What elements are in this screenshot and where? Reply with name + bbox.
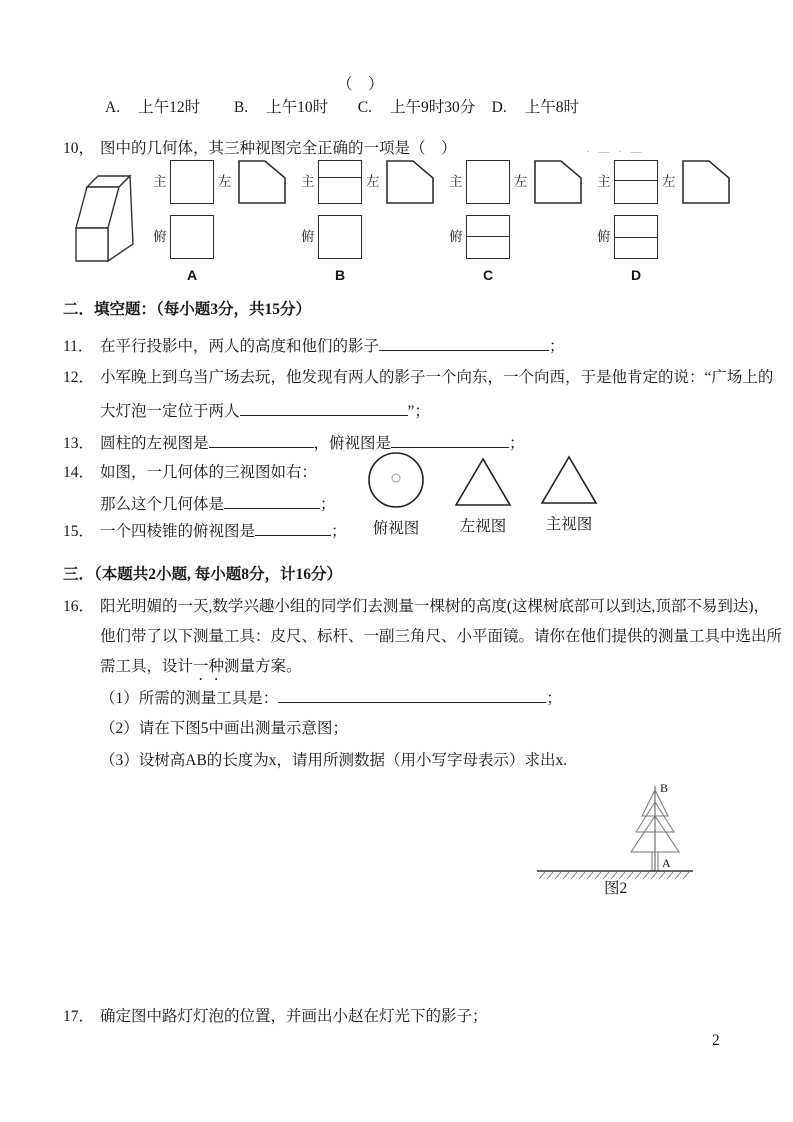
- punctuation: ；: [320, 496, 336, 513]
- q10-option-group-D: [597, 160, 730, 284]
- question-10: [63, 140, 457, 159]
- punctuation: ；: [546, 690, 562, 707]
- question-number: 11．: [63, 338, 94, 355]
- triangle-shape: [539, 454, 599, 506]
- scan-artifact: · — · —: [586, 146, 645, 158]
- q9-option-d: [492, 99, 579, 118]
- question-number: 14．: [63, 464, 95, 481]
- tree-drawing: [535, 778, 695, 886]
- left-view-pentagon: [534, 160, 582, 204]
- option-text: 上午8时: [524, 99, 579, 116]
- front-view-label: 主: [153, 173, 167, 189]
- point-label-a: A: [662, 856, 671, 870]
- top-view-square-divided: [466, 215, 510, 259]
- question-text: 如图，一几何体的三视图如右：: [100, 464, 318, 481]
- front-view-label: 主: [301, 173, 315, 189]
- question-text: 在平行投影中，两人的高度和他们的影子: [100, 338, 380, 355]
- question-text: 一个四棱锥的俯视图是: [100, 523, 256, 540]
- top-view-label: 俯: [597, 228, 611, 244]
- left-view-pentagon: [682, 160, 730, 204]
- left-view-label: 左: [662, 173, 676, 189]
- top-view-square-divided: [614, 215, 658, 259]
- question-text: 圆柱的左视图是: [100, 435, 209, 452]
- question-12-line2: [100, 401, 430, 422]
- option-label: B.: [233, 99, 249, 116]
- view-caption: 主视图: [545, 515, 593, 533]
- q9-option-c: [358, 99, 488, 118]
- left-view-pentagon: [386, 160, 434, 204]
- option-text: 上午10时: [266, 99, 329, 116]
- question-16-sub3: [100, 752, 567, 771]
- left-view-label: 左: [366, 173, 380, 189]
- figure-2-caption: 图2: [604, 880, 628, 897]
- view-caption: 俯视图: [372, 519, 420, 537]
- question-13: [63, 433, 525, 454]
- fill-blank: [209, 433, 314, 448]
- chamfered-box-drawing: [72, 166, 138, 264]
- front-view-square: [170, 160, 214, 204]
- section-3-heading: 三．（本题共2小题, 每小题8分，计16分）: [63, 566, 343, 583]
- question-16-sub1: [100, 688, 562, 709]
- top-view-label: 俯: [449, 228, 463, 244]
- question-number: 12．: [63, 369, 95, 386]
- q9-answer-bracket: （ ）: [337, 76, 384, 93]
- fill-blank: [255, 521, 331, 536]
- option-letter: D: [630, 267, 642, 283]
- question-16-sub2: [100, 720, 348, 739]
- question-11: [63, 336, 565, 357]
- q14-front-view-figure: [539, 454, 599, 534]
- question-text: 大灯泡一定位于两人: [100, 403, 240, 420]
- q14-left-view-figure: [453, 456, 513, 536]
- option-text: 上午9时30分: [389, 99, 476, 116]
- fill-blank: [278, 688, 546, 703]
- q10-figure: [72, 160, 730, 284]
- question-14-line2: [100, 494, 336, 515]
- question-14-line1: [63, 464, 317, 483]
- front-view-square-divided: [614, 160, 658, 204]
- question-15: [63, 521, 347, 542]
- top-view-square: [318, 215, 362, 259]
- question-number: 15．: [63, 523, 95, 540]
- front-view-label: 主: [597, 173, 611, 189]
- option-letter: B: [334, 267, 346, 283]
- punctuation: ；: [549, 338, 565, 355]
- punctuation: ；: [509, 435, 525, 452]
- top-view-square: [170, 215, 214, 259]
- option-label: D.: [491, 99, 507, 116]
- question-text: 图中的几何体，其三种视图完全正确的一项是（ ）: [100, 140, 457, 157]
- circle-with-center: [366, 450, 426, 510]
- option-letter: C: [482, 267, 494, 283]
- left-view-label: 左: [218, 173, 232, 189]
- section-2-heading: 二．填空题：（每小题3分，共15分）: [63, 301, 312, 318]
- q16-tree-figure: [535, 778, 695, 892]
- q9-option-a: [105, 99, 230, 118]
- q14-top-view-figure: [366, 450, 426, 538]
- front-view-square: [466, 160, 510, 204]
- question-text: 需工具，设计: [100, 658, 194, 675]
- question-text: ，俯视图是: [313, 435, 392, 452]
- left-view-label: 左: [514, 173, 528, 189]
- front-view-square-divided: [318, 160, 362, 204]
- option-label: C.: [357, 99, 372, 116]
- triangle-shape: [453, 456, 513, 508]
- question-text: （2）请在下图5中画出测量示意图；: [100, 720, 349, 737]
- fill-blank: [379, 336, 549, 351]
- question-16-line1: [63, 598, 769, 617]
- question-17: [63, 1008, 488, 1027]
- question-text: 测量方案。: [224, 658, 302, 675]
- option-label: A.: [105, 99, 121, 116]
- front-view-label: 主: [449, 173, 463, 189]
- top-view-label: 俯: [153, 228, 167, 244]
- punctuation: ”；: [407, 403, 430, 420]
- punctuation: ；: [331, 523, 347, 540]
- question-text: （3）设树高AB的长度为x，请用所测数据（用小写字母表示）求出x.: [100, 752, 568, 769]
- question-text: 那么这个几何体是: [100, 496, 225, 513]
- question-text: （1）所需的测量工具是：: [100, 690, 279, 707]
- option-letter: A: [186, 267, 198, 283]
- q9-option-b: [234, 99, 354, 118]
- solid-3d-figure: [72, 166, 138, 270]
- top-view-label: 俯: [301, 228, 315, 244]
- view-caption: 左视图: [459, 517, 507, 535]
- q10-option-group-C: [449, 160, 582, 284]
- question-number: 17．: [63, 1008, 95, 1025]
- q10-option-group-B: [301, 160, 434, 284]
- fill-blank: [391, 433, 509, 448]
- question-text: 小军晚上到乌当广场去玩，他发现有两人的影子一个向东，一个向西，于是他肯定的说：“广场上的: [100, 369, 774, 386]
- left-view-pentagon: [238, 160, 286, 204]
- question-number: 13．: [63, 435, 95, 452]
- question-text: 他们带了以下测量工具：皮尺、标杆、一副三角尺、小平面镜。请你在他们提供的测量工具中选出所: [100, 628, 783, 645]
- fill-blank: [240, 401, 408, 416]
- q10-option-group-A: [153, 160, 286, 284]
- point-label-b: B: [660, 781, 669, 795]
- emphasized-text: 一种: [193, 658, 225, 675]
- question-text: 阳光明媚的一天,数学兴趣小组的同学们去测量一棵树的高度(这棵树底部可以到达,顶部不易到达)，: [100, 598, 770, 615]
- option-text: 上午12时: [138, 99, 201, 116]
- question-16-line2: [100, 628, 782, 647]
- q9-options-row: [105, 99, 579, 118]
- question-16-line3: [100, 658, 302, 684]
- fill-blank: [224, 494, 320, 509]
- question-number: 16．: [63, 598, 95, 615]
- question-number: 10，: [63, 140, 95, 157]
- question-text: 确定图中路灯灯泡的位置，并画出小赵在灯光下的影子；: [100, 1008, 488, 1025]
- page-number: 2: [712, 1032, 720, 1049]
- question-12-line1: [63, 369, 773, 388]
